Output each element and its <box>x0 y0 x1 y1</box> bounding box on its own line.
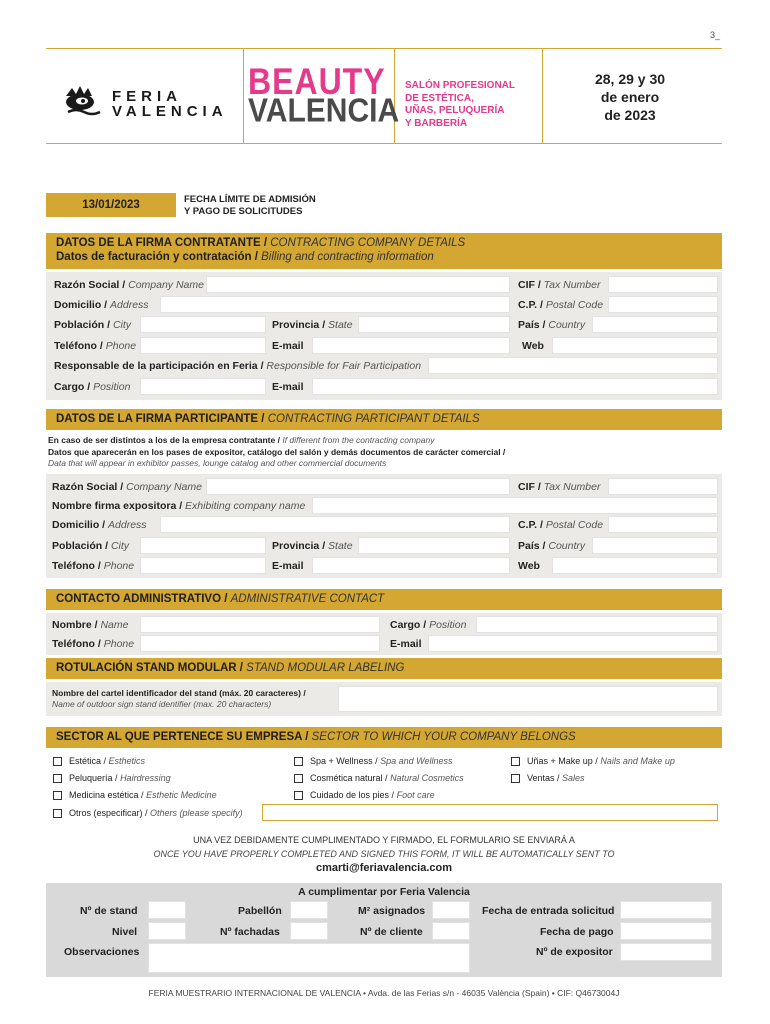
option-spa: Spa + Wellness / Spa and Wellness <box>310 756 453 766</box>
date-divider <box>542 48 543 144</box>
checkbox-pies[interactable] <box>294 791 303 800</box>
s1-email-label: E-mail <box>272 340 304 352</box>
option-ventas: Ventas / Sales <box>527 773 585 783</box>
s2-pais-label: País / Country <box>518 540 586 552</box>
office-nivel-label: Nivel <box>112 926 138 938</box>
s3-position-field[interactable] <box>476 616 718 633</box>
s1-email-field[interactable] <box>312 337 510 354</box>
s1-phone-field[interactable] <box>140 337 266 354</box>
option-unas: Uñas + Make up / Nails and Make up <box>527 756 675 766</box>
feria-valencia-logo-icon <box>62 82 106 116</box>
tagline-line-1: SALÓN PROFESIONAL <box>405 80 516 91</box>
s1-tax-number-field[interactable] <box>608 276 718 293</box>
s2-provincia-label: Provincia / State <box>272 540 353 552</box>
tagline-line-4: Y BARBERÍA <box>405 117 468 129</box>
s1-cif-label: CIF / Tax Number <box>518 279 601 291</box>
s1-cp-label: C.P. / Postal Code <box>518 299 604 311</box>
tagline <box>405 80 515 130</box>
office-fecha-entrada-label: Fecha de entrada solicitud <box>482 905 615 917</box>
s2-city-field[interactable] <box>140 537 266 554</box>
office-observaciones-label: Observaciones <box>64 946 140 958</box>
s3-phone-field[interactable] <box>140 635 380 652</box>
s2-postal-code-field[interactable] <box>608 516 718 533</box>
s2-nombre-firma-label: Nombre firma expositora / Exhibiting company name <box>52 500 306 512</box>
office-nivel-field[interactable] <box>148 922 186 940</box>
logo-valencia: VALENCIA <box>112 103 228 120</box>
checkbox-cosmetica[interactable] <box>294 774 303 783</box>
s2-phone-field[interactable] <box>140 557 266 574</box>
otros-specify-field[interactable] <box>262 804 718 821</box>
checkbox-estetica[interactable] <box>53 757 62 766</box>
s1-provincia-label: Provincia / State <box>272 319 353 331</box>
send-email-link[interactable]: cmarti@feriavalencia.com <box>315 862 453 874</box>
send-note-es: UNA VEZ DEBIDAMENTE CUMPLIMENTADO Y FIRMADO, EL FORMULARIO SE ENVIARÁ A <box>193 835 575 845</box>
s1-position-field[interactable] <box>140 378 266 395</box>
s1-email2-label: E-mail <box>272 381 304 393</box>
s1-responsible-field[interactable] <box>428 357 718 374</box>
office-m2-label: M² asignados <box>358 905 426 917</box>
s4-label-en: Name of outdoor sign stand identifier (max. 20 characters) <box>52 699 272 709</box>
s2-razon-label: Razón Social / Company Name <box>52 481 202 493</box>
checkbox-peluqueria[interactable] <box>53 774 62 783</box>
dates-line-2: de enero <box>600 89 660 105</box>
tagline-line-2: DE ESTÉTICA, <box>405 92 474 104</box>
s2-web-label: Web <box>518 560 540 572</box>
s2-country-field[interactable] <box>592 537 718 554</box>
s1-cargo-label: Cargo / Position <box>54 381 131 393</box>
s2-note2: Datos que aparecerán en los pases de expositor, catálogo del salón y demás documentos de carácter comercial / <box>48 447 506 457</box>
dates-line-1: 28, 29 y 30 <box>594 71 666 87</box>
option-estetica: Estética / Esthetics <box>69 756 146 766</box>
s1-pais-label: País / Country <box>518 319 586 331</box>
s2-poblacion-label: Población / City <box>52 540 130 552</box>
office-n-expositor-field[interactable] <box>620 943 712 961</box>
option-medicina: Medicina estética / Esthetic Medicine <box>69 790 217 800</box>
s1-responsable-label: Responsable de la participación en Feria / Responsible for Fair Participation <box>54 360 422 372</box>
section1-subtitle: Datos de facturación y contratación / Billing and contracting information <box>56 251 434 263</box>
s2-company-name-field[interactable] <box>206 478 510 495</box>
option-pies: Cuidado de los pies / Foot care <box>310 790 435 800</box>
option-peluqueria: Peluquería / Hairdressing <box>69 773 171 783</box>
checkbox-spa[interactable] <box>294 757 303 766</box>
s2-address-field[interactable] <box>160 516 510 533</box>
s1-city-field[interactable] <box>140 316 266 333</box>
office-m2-field[interactable] <box>432 901 470 919</box>
s2-state-field[interactable] <box>358 537 510 554</box>
deadline-line-1: FECHA LÍMITE DE ADMISIÓN <box>184 194 316 205</box>
s2-note2-en: Data that will appear in exhibitor passes, lounge catalog and other commercial documents <box>48 458 387 468</box>
checkbox-ventas[interactable] <box>511 774 520 783</box>
office-n-expositor-label: Nº de expositor <box>536 946 613 958</box>
office-n-cliente-label: Nº de cliente <box>360 926 423 938</box>
office-pabellon-label: Pabellón <box>238 905 282 917</box>
s1-domicilio-label: Domicilio / Address <box>54 299 149 311</box>
office-pabellon-field[interactable] <box>290 901 328 919</box>
s3-nombre-label: Nombre / Name <box>52 619 129 631</box>
office-n-stand-label: Nº de stand <box>80 905 138 917</box>
option-cosmetica: Cosmética natural / Natural Cosmetics <box>310 773 464 783</box>
option-otros: Otros (especificar) / Others (please specify) <box>69 808 243 818</box>
dates-line-3: de 2023 <box>604 107 656 123</box>
s3-telefono-label: Teléfono / Phone <box>52 638 135 650</box>
s2-web-field[interactable] <box>552 557 718 574</box>
deadline-line-2: Y PAGO DE SOLICITUDES <box>184 206 303 217</box>
s2-email-field[interactable] <box>312 557 510 574</box>
s1-email2-field[interactable] <box>312 378 718 395</box>
section4-title: ROTULACIÓN STAND MODULAR / STAND MODULAR LABELING <box>56 662 405 674</box>
send-note-en: ONCE YOU HAVE PROPERLY COMPLETED AND SIGNED THIS FORM, IT WILL BE AUTOMATICALLY SENT TO <box>153 849 615 859</box>
checkbox-unas[interactable] <box>511 757 520 766</box>
s1-address-field[interactable] <box>160 296 510 313</box>
office-observaciones-field[interactable] <box>148 943 470 973</box>
s1-poblacion-label: Población / City <box>54 319 132 331</box>
footer: FERIA MUESTRARIO INTERNACIONAL DE VALENCIA • Avda. de las Ferias s/n - 46035 València (Spain) • CIF: Q4673004J <box>148 988 620 998</box>
s3-name-field[interactable] <box>140 616 380 633</box>
s1-country-field[interactable] <box>592 316 718 333</box>
s2-email-label: E-mail <box>272 560 304 572</box>
s2-cif-label: CIF / Tax Number <box>518 481 601 493</box>
s4-sign-name-field[interactable] <box>338 686 718 712</box>
s2-telefono-label: Teléfono / Phone <box>52 560 135 572</box>
deadline-text <box>184 194 316 218</box>
s2-tax-number-field[interactable] <box>608 478 718 495</box>
office-fecha-pago-label: Fecha de pago <box>540 926 614 938</box>
tagline-line-3: UÑAS, PELUQUERÍA <box>405 105 505 116</box>
s2-domicilio-label: Domicilio / Address <box>52 519 147 531</box>
section1-title: DATOS DE LA FIRMA CONTRATANTE / CONTRACTING COMPANY DETAILS <box>56 237 466 249</box>
office-n-stand-field[interactable] <box>148 901 186 919</box>
s2-cp-label: C.P. / Postal Code <box>518 519 604 531</box>
s1-company-name-field[interactable] <box>206 276 510 293</box>
page-marker: 3_ <box>710 30 721 40</box>
beauty-logo-line1: BEAUTY <box>248 60 386 103</box>
checkbox-medicina[interactable] <box>53 791 62 800</box>
checkbox-otros[interactable] <box>53 809 62 818</box>
office-n-cliente-field[interactable] <box>432 922 470 940</box>
s1-postal-code-field[interactable] <box>608 296 718 313</box>
s1-state-field[interactable] <box>358 316 510 333</box>
s3-cargo-label: Cargo / Position <box>390 619 467 631</box>
s1-web-field[interactable] <box>552 337 718 354</box>
section5-title: SECTOR AL QUE PERTENECE SU EMPRESA / SECTOR TO WHICH YOUR COMPANY BELONGS <box>56 731 576 743</box>
s1-telefono-label: Teléfono / Phone <box>54 340 137 352</box>
s2-note1: En caso de ser distintos a los de la empresa contratante / If different from the contracting company <box>48 435 435 445</box>
s3-email-field[interactable] <box>428 635 718 652</box>
s4-label: Nombre del cartel identificador del stand (máx. 20 caracteres) / <box>52 688 306 698</box>
office-fecha-entrada-field[interactable] <box>620 901 712 919</box>
office-fecha-pago-field[interactable] <box>620 922 712 940</box>
s1-web-label: Web <box>522 340 544 352</box>
beauty-logo-line2: VALENCIA <box>248 92 400 130</box>
event-dates <box>560 70 700 124</box>
section3-title: CONTACTO ADMINISTRATIVO / ADMINISTRATIVE CONTACT <box>56 593 385 605</box>
s3-email-label: E-mail <box>390 638 422 650</box>
s2-exhibiting-name-field[interactable] <box>312 497 718 514</box>
office-title: A cumplimentar por Feria Valencia <box>298 886 470 898</box>
section2-title: DATOS DE LA FIRMA PARTICIPANTE / CONTRACTING PARTICIPANT DETAILS <box>56 413 480 425</box>
deadline-date-badge <box>46 193 176 217</box>
s1-razon-label: Razón Social / Company Name <box>54 279 204 291</box>
office-n-fachadas-field[interactable] <box>290 922 328 940</box>
logo-feria: FERIA <box>112 88 182 105</box>
deadline-date: 13/01/2023 <box>82 199 140 211</box>
office-n-fachadas-label: Nº fachadas <box>220 926 280 938</box>
